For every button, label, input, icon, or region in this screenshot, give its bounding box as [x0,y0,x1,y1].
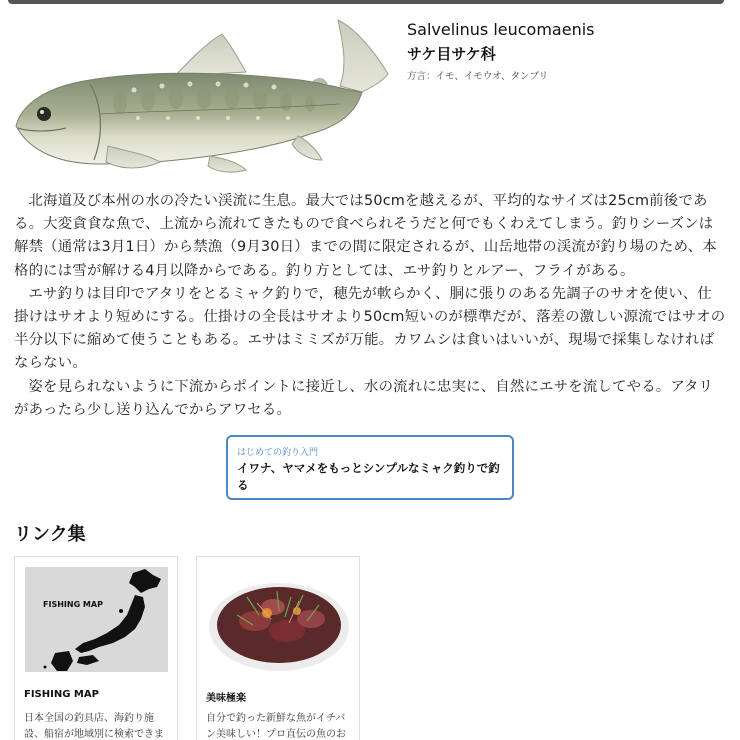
dialect-names: 方言：イモ、イモウオ、タンブリ [407,71,549,82]
paragraph: エサ釣りは目印でアタリをとるミャク釣りで，穂先が軟らかく、胴に張りのある先調子のサオを使い、仕掛けはサオより短めにする。仕掛けの全長はサオより50cm短いのが標準だが、落差の激しい源流ではサオの半分以下に縮めて使うこともある。エサはミミズが万能。カワムシは食いはいいが、現場で採集しなければならない。 [14,285,726,372]
link-card-label: 美味極楽 [206,693,246,704]
fish-illustration [10,14,400,184]
description-text [14,190,726,422]
scientific-name: Salvelinus leucomaenis [407,20,595,39]
dish-photo [207,567,350,672]
japan-map-icon [25,567,168,672]
fishing-map-thumbnail [25,567,168,672]
link-card-fishing-map[interactable] [14,556,178,740]
link-card-bimi-gokuraku[interactable] [196,556,360,740]
intro-card-title: イワナ、ヤマメをもっとシンプルなミャク釣りで釣る [237,461,500,492]
top-bar [8,0,724,4]
family-name: サケ目サケ科 [407,45,496,63]
paragraph: 姿を見られないように下流からポイントに接近し、水の流れに忠実に、自然にエサを流してやる。アタリがあったら少し送り込んでからアワセる。 [14,378,714,418]
link-card-description: 自分で釣った新鮮な魚がイチバン美味しい！プロ直伝の魚のお [206,713,346,740]
link-card-label: FISHING MAP [24,689,99,700]
link-card-description: 日本全国の釣具店、海釣り施設、船宿が地域別に検索できま [24,713,164,740]
map-label: FISHING MAP [43,600,103,609]
links-heading: リンク集 [14,524,86,545]
intro-link-card[interactable] [226,435,514,500]
paragraph: 北海道及び本州の水の冷たい渓流に生息。最大では50cmを越えるが、平均的なサイズは25cm前後である。大変貪食な魚で、上流から流れてきたもので食べられそうだと何でもくわえてしまう。釣りシーズンは解禁（通常は3月1日）から禁漁（9月30日）までの間に限定されるが、山岳地帯の渓流が釣り場のため、本格的には雪が解ける4月以降からである。釣り方としては、エサ釣りとルアー、フライがある。 [14,193,717,279]
intro-card-kicker: はじめての釣り入門 [237,448,319,458]
species-info [407,20,727,82]
